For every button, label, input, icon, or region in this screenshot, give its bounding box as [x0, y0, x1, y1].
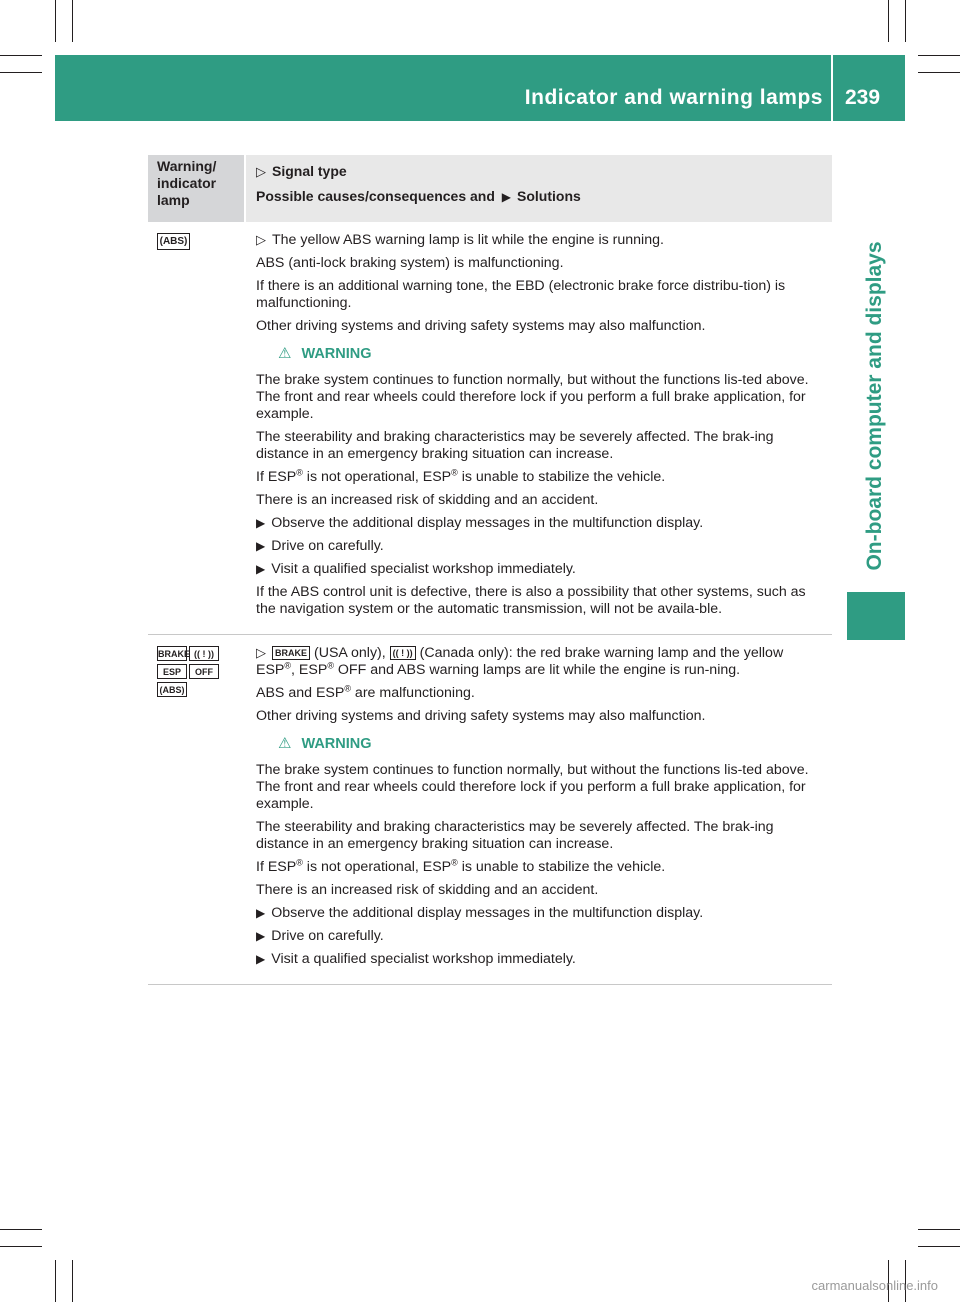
page-number: 239: [845, 86, 881, 109]
warning-triangle-icon: ⚠: [278, 735, 292, 752]
crop-mark: [0, 1246, 42, 1247]
solutions-label: Solutions: [517, 188, 581, 204]
crop-mark: [888, 0, 889, 42]
signal-type-icon: ▷: [256, 164, 266, 179]
crop-mark: [918, 55, 960, 56]
warning-heading: ⚠ WARNING: [278, 345, 372, 362]
solution-arrow-icon: ▶: [256, 952, 266, 966]
watermark: carmanualsonline.info: [811, 1278, 938, 1293]
crop-mark: [918, 1246, 960, 1247]
brake-circle-icon: (( ! )): [390, 646, 416, 660]
signal-type-label: Signal type: [272, 163, 347, 179]
crop-mark: [72, 1260, 73, 1302]
page-title: Indicator and warning lamps: [524, 86, 823, 109]
solution-arrow-icon: ▶: [256, 562, 266, 576]
crop-mark: [918, 1229, 960, 1230]
column-header-lamp: Warning/ indicator lamp: [148, 155, 244, 222]
description-cell: ▷ BRAKE (USA only), (( ! )) (Canada only): the red brake warning lamp and the yellow ESP®, ESP® OFF and ABS warning lamps are lit while the engine is run-ning. ABS and ESP® are malfunctioning. Other driving systems and driving safety systems may also malfunction. ⚠ WARNING The brake system continues to function normally, but without the functions lis-ted above. The front and rear wheels could therefore lock if you perform a full brake application, for example. The steerability and braking characteristics may be severely affected. The brak-ing distance in an emergency braking situation can increase. If ESP® is not operational, ESP® is unable to stabilize the vehicle. There is an increased risk of skidding and an accident. ▶ Observe the additional display messages in the multifunction display. ▶ Drive on carefully. ▶ Visit a qualified specialist workshop immediately.: [246, 635, 832, 984]
table-row: [148, 635, 832, 985]
lamp-cell: [148, 222, 246, 634]
description-cell: ▷ The yellow ABS warning lamp is lit while the engine is running. ABS (anti-lock braking system) is malfunctioning. If there is an additional warning tone, the EBD (electronic brake force distribu-tion) is malfunctioning. Other driving systems and driving safety systems may also malfunction. ⚠ WARNING The brake system continues to function normally, but without the functions lis-ted above. The front and rear wheels could therefore lock if you perform a full brake application, for example. The steerability and braking characteristics may be severely affected. The brak-ing distance in an emergency braking situation can increase. If ESP® is not operational, ESP® is unable to stabilize the vehicle. There is an increased risk of skidding and an accident. ▶ Observe the additional display messages in the multifunction display. ▶ Drive on carefully. ▶ Visit a qualified specialist workshop immediately. If the ABS control unit is defective, there is also a possibility that other systems, such as the navigation system or the automatic transmission, will not be availa-ble.: [246, 222, 832, 634]
crop-mark: [0, 1229, 42, 1230]
signal-type-icon: ▷: [256, 645, 266, 660]
warning-heading: ⚠ WARNING: [278, 735, 372, 752]
table-row: [148, 222, 832, 635]
crop-mark: [55, 1260, 56, 1302]
crop-mark: [0, 55, 42, 56]
brake-circle-icon: (( ! )): [189, 646, 219, 661]
lamp-cell: [148, 635, 246, 984]
warning-triangle-icon: ⚠: [278, 345, 292, 362]
abs-icon: (ABS): [157, 233, 190, 250]
column-header-signal: [246, 155, 832, 222]
solution-arrow-icon: ▶: [256, 516, 266, 530]
crop-mark: [905, 0, 906, 42]
crop-mark: [72, 0, 73, 42]
abs-icon: (ABS): [157, 682, 187, 697]
signal-type-icon: ▷: [256, 232, 266, 247]
esp-off-icon: OFF: [189, 664, 219, 679]
crop-mark: [918, 72, 960, 73]
solution-arrow-icon: ▶: [256, 539, 266, 553]
solution-arrow-icon: ▶: [501, 190, 512, 204]
crop-mark: [55, 0, 56, 42]
causes-label: Possible causes/consequences and: [256, 188, 495, 204]
brake-warning-icon: BRAKE: [272, 646, 310, 660]
crop-mark: [0, 72, 42, 73]
chapter-tab-marker: [847, 592, 905, 640]
solution-arrow-icon: ▶: [256, 906, 266, 920]
esp-icon: ESP: [157, 664, 187, 679]
brake-warning-icon: BRAKE: [157, 646, 187, 661]
warning-lamps-table: [148, 155, 832, 985]
header-divider: [831, 55, 833, 121]
chapter-tab-label: On-board computer and displays: [863, 241, 886, 571]
solution-arrow-icon: ▶: [256, 929, 266, 943]
table-header: [148, 155, 832, 222]
